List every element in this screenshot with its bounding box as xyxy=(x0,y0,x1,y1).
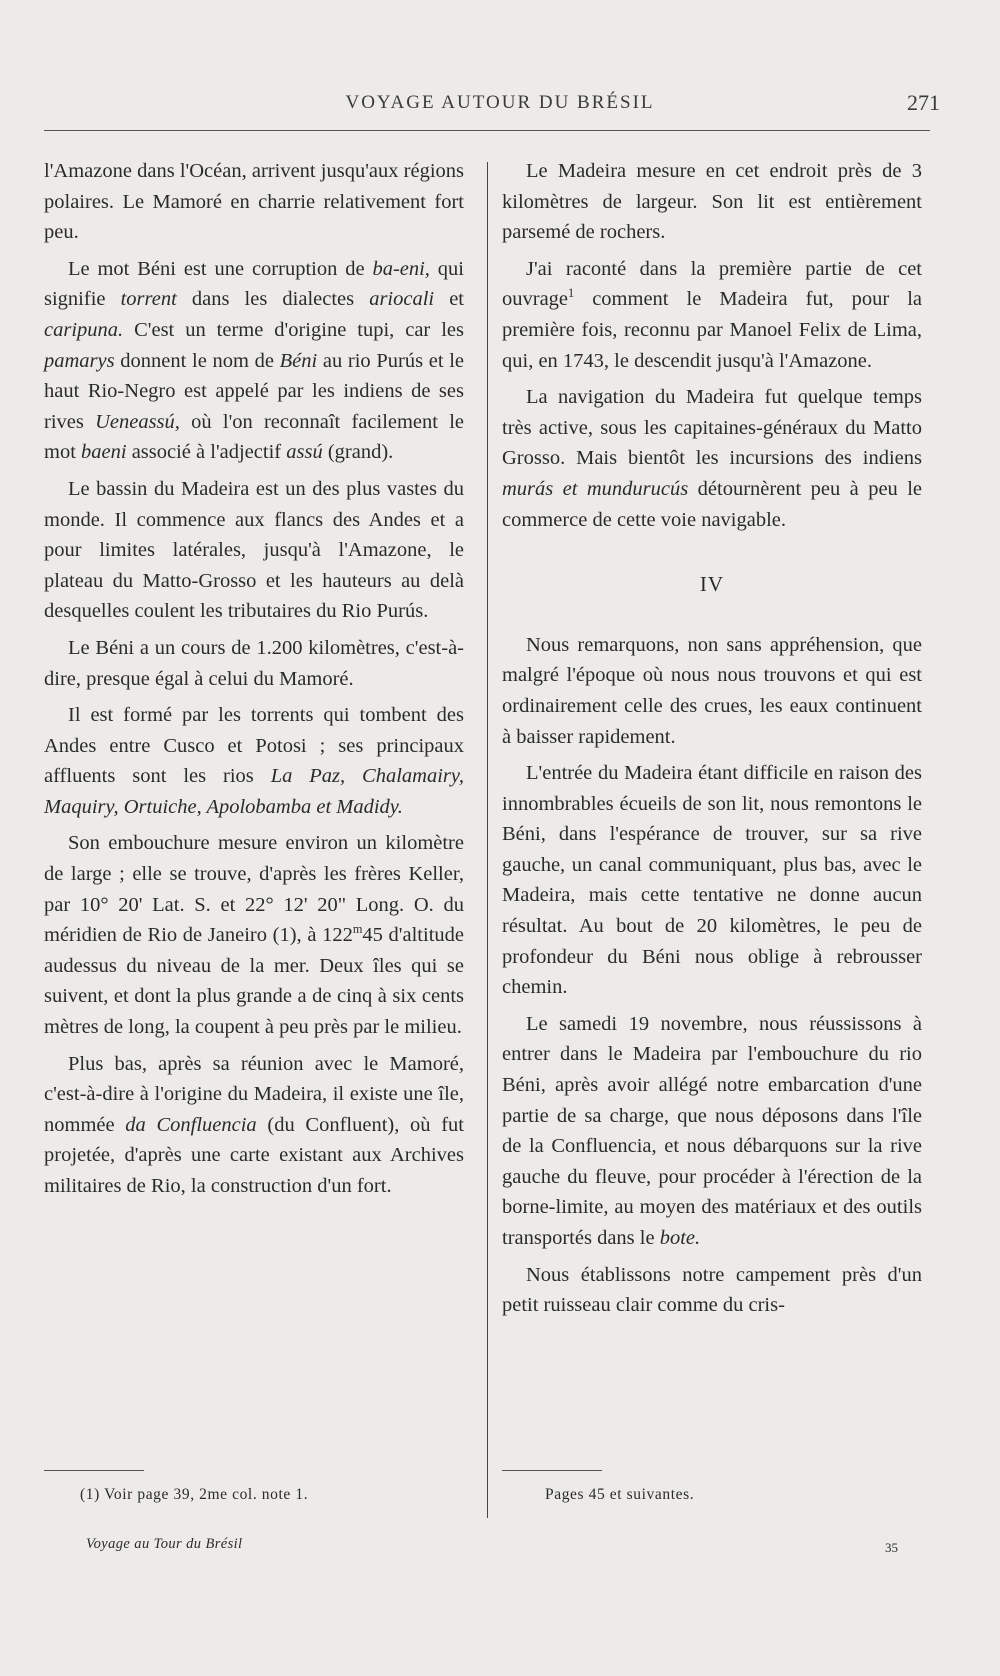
right-column xyxy=(502,156,922,1327)
right-paragraph-7: Nous établissons notre campement près d'un petit ruisseau clair comme du cris- xyxy=(502,1263,922,1317)
right-paragraph-5: L'entrée du Madeira étant difficile en raison des innombrables écueils de son lit, nous remontons le Béni, dans l'espérance de trouver, sur sa rive gauche, un canal communiquant, plus bas, avec le Madeira, mais cette tentative ne donne aucun résultat. Au bout de 20 kilomètres, le peu de profondeur du Béni nous oblige à rebrousser chemin. xyxy=(502,762,922,999)
column-divider xyxy=(487,162,488,1518)
signature-mark: 35 xyxy=(885,1540,898,1555)
left-paragraph-1: l'Amazone dans l'Océan, arrivent jusqu'aux régions polaires. Le Mamoré en charrie relativement fort peu. xyxy=(44,160,464,244)
footnote-left: (1) Voir page 39, 2me col. note 1. xyxy=(80,1486,309,1503)
right-paragraph-4: Nous remarquons, non sans appréhension, que malgré l'époque où nous nous trouvons et qui est ordinairement celle des crues, les eaux continuent à baisser rapidement. xyxy=(502,633,922,748)
right-paragraph-2: J'ai raconté dans la première partie de cet ouvrage$^1$ comment le Madeira fut, pour la première fois, reconnu par Manoel Felix de Lima, qui, en 1743, le descendit jusqu'à l'Amazone. xyxy=(502,257,922,372)
right-paragraph-1: Le Madeira mesure en cet endroit près de 3 kilomètres de largeur. Son lit est entièrement parsemé de rochers. xyxy=(502,160,922,244)
left-paragraph-5: Il est formé par les torrents qui tombent des Andes entre Cusco et Potosi ; ses principaux affluents sont les rios La Paz, Chalamairy, Maquiry, Ortuiche, Apolobamba et Madidy. xyxy=(44,704,464,818)
left-paragraph-3: Le bassin du Madeira est un des plus vastes du monde. Il commence aux flancs des Andes et a pour limites latérales, jusqu'à l'Amazone, le plateau du Matto-Grosso et les hauteurs au delà desquelles coulent les tributaires du Rio Purús. xyxy=(44,477,464,623)
page-number: 271 xyxy=(907,90,940,115)
left-paragraph-7: Plus bas, après sa réunion avec le Mamoré, c'est-à-dire à l'origine du Madeira, il existe une île, nommée da Confluencia (du Confluent), où fut projetée, d'après une carte existant aux Archives militaires de Rio, la construction d'un fort. xyxy=(44,1052,464,1197)
section-heading: IV xyxy=(699,572,725,597)
left-paragraph-4: Le Béni a un cours de 1.200 kilomètres, c'est-à-dire, presque égal à celui du Mamoré. xyxy=(44,636,464,690)
right-paragraph-6: Le samedi 19 novembre, nous réussissons à entrer dans le Madeira par l'embouchure du rio Béni, après avoir allégé notre embarcation d'une partie de sa charge, que nous déposons dans l'île de la Confluencia, et nous débarquons sur la rive gauche du fleuve, pour procéder à l'érection de la borne-limite, au moyen des matériaux et des outils transportés dans le bote. xyxy=(502,1012,922,1249)
footnote-rule-right xyxy=(502,1470,602,1471)
footer-book-title: Voyage au Tour du Brésil xyxy=(86,1536,243,1552)
left-paragraph-6: Son embouchure mesure environ un kilomètre de large ; elle se trouve, d'après les frères Keller, par 10° 20' Lat. S. et 22° 12' 20" Long. O. du méridien de Rio de Janeiro (1), à 122$^m$45 d'altitude audessus du niveau de la mer. Deux îles qui se suivent, et dont la plus grande a de cinq à six cents mètres de long, la coupent à peu près par le milieu. xyxy=(44,832,464,1039)
left-paragraph-2: Le mot Béni est une corruption de ba-eni, qui signifie torrent dans les dialectes ariocali et caripuna. C'est un terme d'origine tupi, car les pamarys donnent le nom de Béni au rio Purús et le haut Rio-Negro est appelé par les indiens de ses rives Ueneassú, où l'on reconnaît facilement le mot baeni associé à l'adjectif assú (grand). xyxy=(44,257,465,464)
header-rule xyxy=(44,130,930,131)
right-paragraph-3: La navigation du Madeira fut quelque temps très active, sous les capitaines-généraux du Matto Grosso. Mais bientôt les incursions des indiens murás et mundurucús détournèrent peu à peu le commerce de cette voie navigable. xyxy=(502,386,922,531)
left-column xyxy=(44,156,464,1208)
running-title: VOYAGE AUTOUR DU BRÉSIL xyxy=(345,92,655,113)
footnote-right: Pages 45 et suivantes. xyxy=(545,1486,695,1503)
footnote-rule-left xyxy=(44,1470,144,1471)
